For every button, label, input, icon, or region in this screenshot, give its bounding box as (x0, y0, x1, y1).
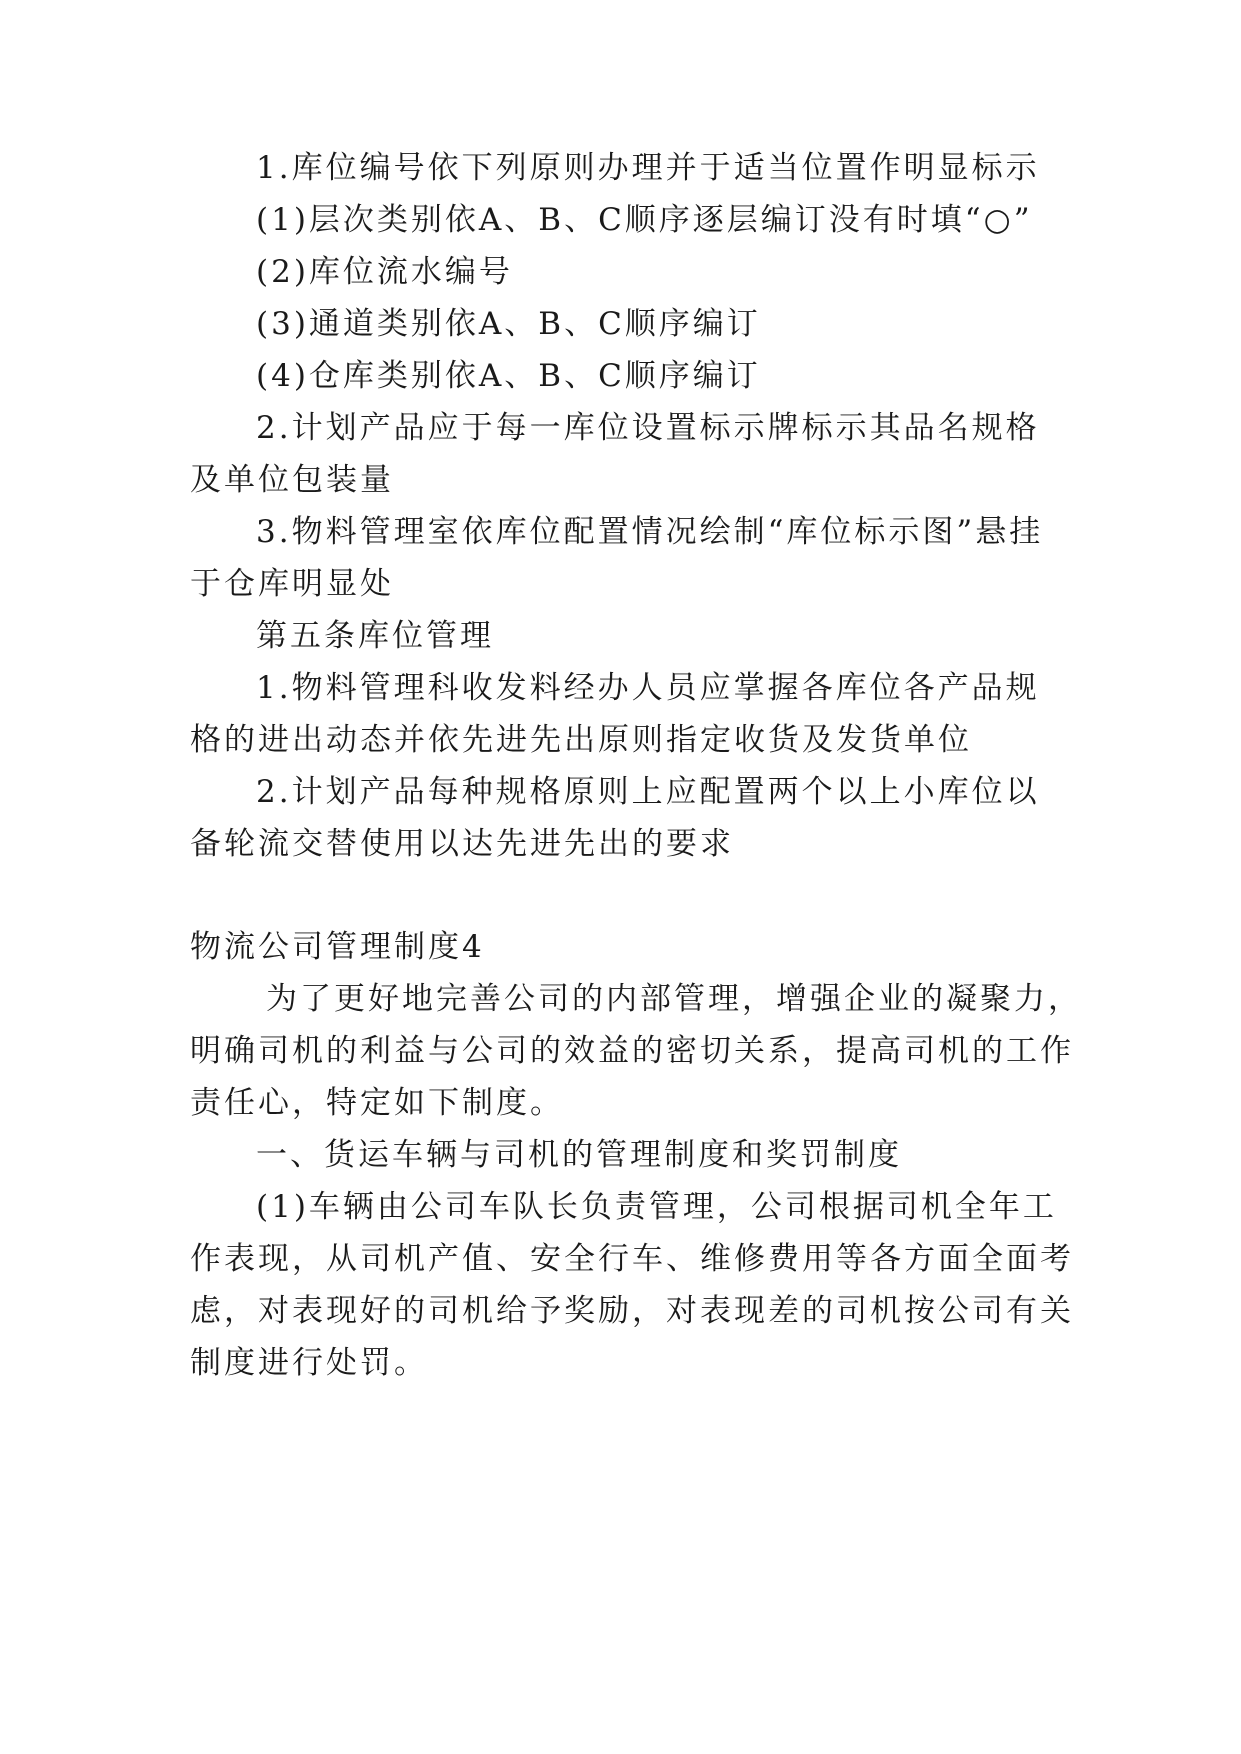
paragraph-line: 格的进出动态并依先进先出原则指定收货及发货单位 (190, 722, 972, 758)
paragraph-line: 备轮流交替使用以达先进先出的要求 (190, 826, 734, 862)
paragraph-line: (4)仓库类别依A、B、C顺序编订 (256, 358, 761, 394)
paragraph-line: 1.物料管理科收发料经办人员应掌握各库位各产品规 (256, 670, 1040, 706)
paragraph-line: 2.计划产品每种规格原则上应配置两个以上小库位以 (256, 774, 1040, 810)
paragraph-line: 作表现，从司机产值、安全行车、维修费用等各方面全面考 (190, 1241, 1074, 1277)
paragraph-line: (3)通道类别依A、B、C顺序编订 (256, 306, 761, 342)
document-title: 物流公司管理制度4 (190, 929, 485, 965)
paragraph-line: 责任心，特定如下制度。 (190, 1085, 564, 1121)
section-heading: 第五条库位管理 (256, 618, 494, 654)
paragraph-line: 2.计划产品应于每一库位设置标示牌标示其品名规格 (256, 410, 1040, 446)
paragraph-line: 制度进行处罚。 (190, 1345, 428, 1381)
paragraph-line: 3.物料管理室依库位配置情况绘制“库位标示图”悬挂 (256, 514, 1044, 550)
paragraph-line: 及单位包装量 (190, 462, 394, 498)
paragraph-line: (1)层次类别依A、B、C顺序逐层编订没有时填“○” (256, 202, 1033, 238)
paragraph-line: 为了更好地完善公司的内部管理，增强企业的凝聚力， (266, 981, 1082, 1017)
paragraph-line: 虑，对表现好的司机给予奖励，对表现差的司机按公司有关 (190, 1293, 1074, 1329)
paragraph-line: 于仓库明显处 (190, 566, 394, 602)
paragraph-line: (1)车辆由公司车队长负责管理，公司根据司机全年工 (256, 1189, 1057, 1225)
paragraph-line: 1.库位编号依下列原则办理并于适当位置作明显标示 (256, 150, 1040, 186)
paragraph-line: (2)库位流水编号 (256, 254, 513, 290)
paragraph-line: 明确司机的利益与公司的效益的密切关系，提高司机的工作 (190, 1033, 1074, 1069)
section-heading: 一、货运车辆与司机的管理制度和奖罚制度 (256, 1137, 902, 1173)
